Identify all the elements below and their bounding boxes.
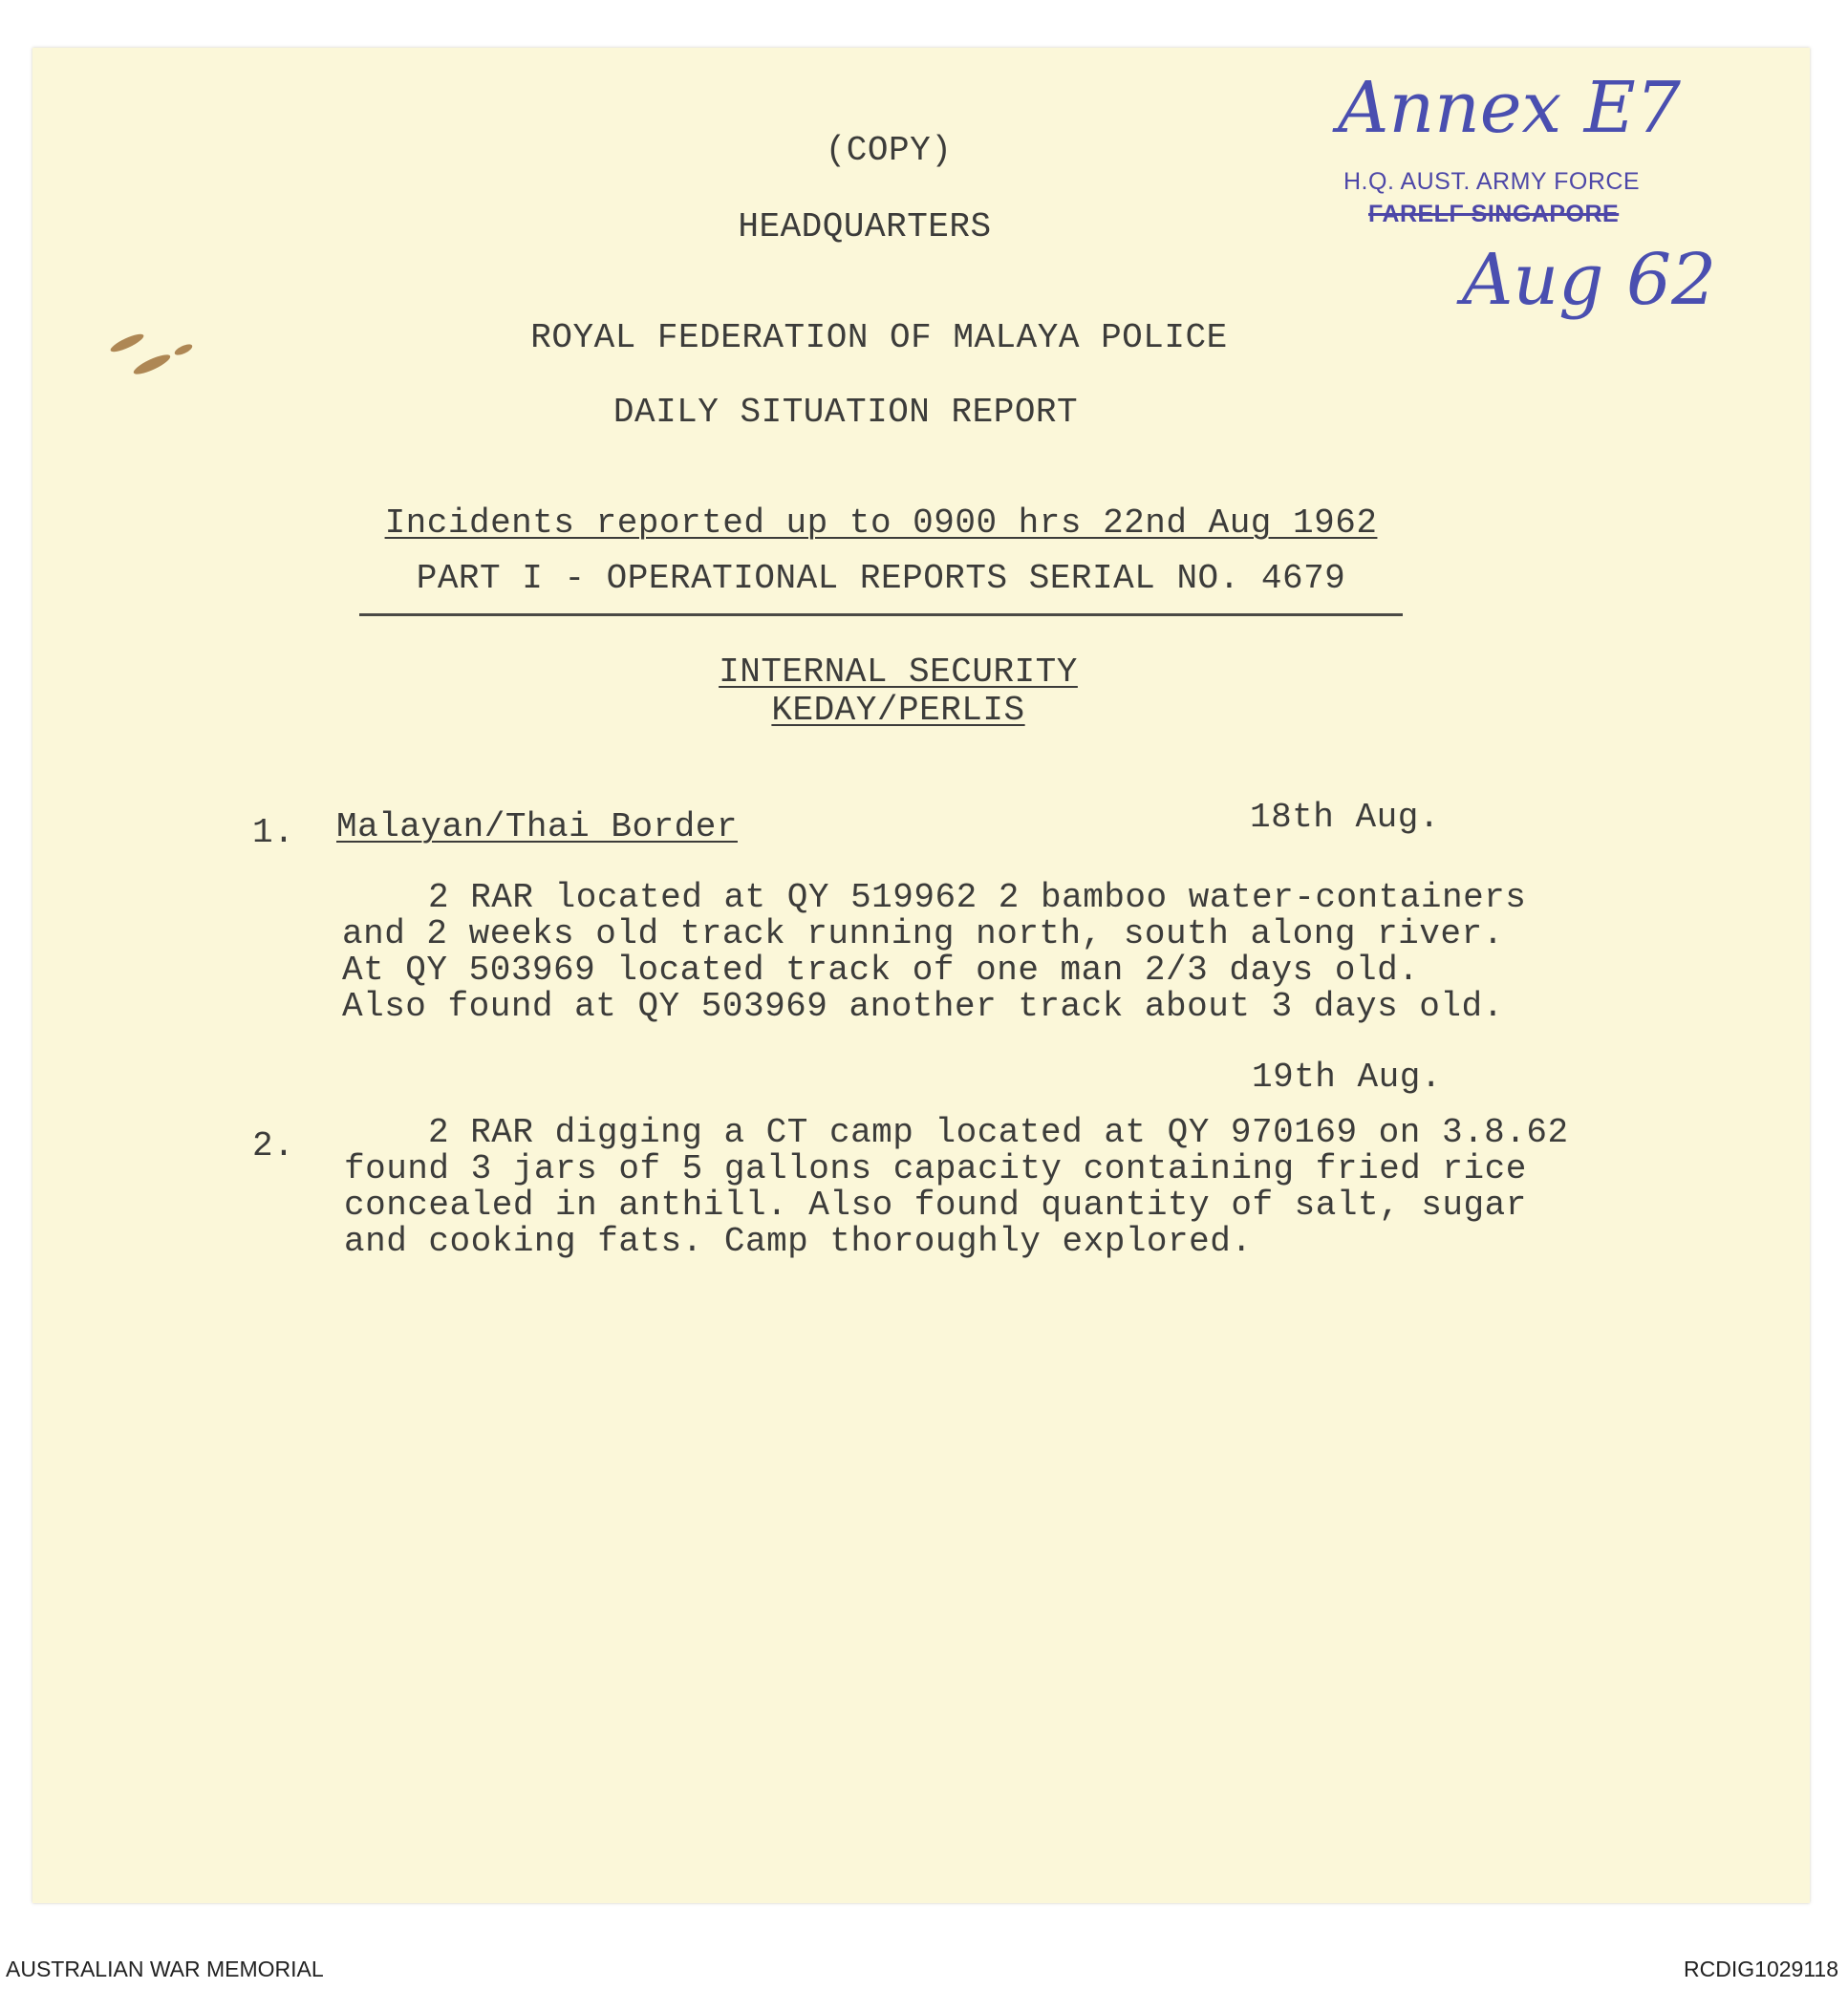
- stamp-line-2: FARELF SINGAPORE: [1368, 201, 1620, 227]
- annex-annotation: Annex E7: [1338, 67, 1681, 149]
- item-date: 19th Aug.: [1252, 1058, 1442, 1097]
- stain-mark: [109, 331, 146, 354]
- region-heading: KEDAY/PERLIS: [771, 691, 1025, 730]
- incidents-heading: Incidents reported up to 0900 hrs 22nd Aug 1962: [384, 503, 1378, 543]
- item-text-line: Also found at QY 503969 another track about 3 days old.: [342, 987, 1504, 1026]
- section-heading: INTERNAL SECURITY: [719, 652, 1078, 692]
- item-text-line: 2 RAR digging a CT camp located at QY 970169 on 3.8.62: [428, 1113, 1569, 1152]
- item-text-line: and cooking fats. Camp thoroughly explored.: [344, 1222, 1253, 1261]
- item-text-line: and 2 weeks old track running north, south along river.: [342, 914, 1504, 953]
- item-text-line: concealed in anthill. Also found quantity of salt, sugar: [344, 1186, 1527, 1225]
- item-number: 1.: [252, 813, 295, 852]
- item-heading: Malayan/Thai Border: [336, 807, 738, 846]
- copy-label: (COPY): [825, 131, 953, 170]
- date-annotation: Aug 62: [1462, 239, 1717, 321]
- part-heading: PART I - OPERATIONAL REPORTS SERIAL NO. 4679: [416, 559, 1346, 598]
- headquarters-label: HEADQUARTERS: [738, 207, 992, 246]
- stamp-line-1: H.Q. AUST. ARMY FORCE: [1343, 168, 1641, 195]
- report-title: DAILY SITUATION REPORT: [612, 393, 1079, 432]
- item-text-line: At QY 503969 located track of one man 2/3 days old.: [342, 951, 1420, 990]
- organization-title: ROYAL FEDERATION OF MALAYA POLICE: [530, 318, 1228, 357]
- heading-rule: [359, 613, 1403, 616]
- item-date: 18th Aug.: [1250, 798, 1440, 837]
- footer-reference: RCDIG1029118: [1684, 1957, 1838, 1981]
- item-number: 2.: [252, 1126, 295, 1166]
- footer-source: AUSTRALIAN WAR MEMORIAL: [6, 1957, 324, 1981]
- stain-mark: [132, 352, 173, 378]
- item-text-line: 2 RAR located at QY 519962 2 bamboo water-containers: [428, 878, 1527, 917]
- item-text-line: found 3 jars of 5 gallons capacity containing fried rice: [344, 1149, 1527, 1188]
- stain-mark: [173, 342, 194, 357]
